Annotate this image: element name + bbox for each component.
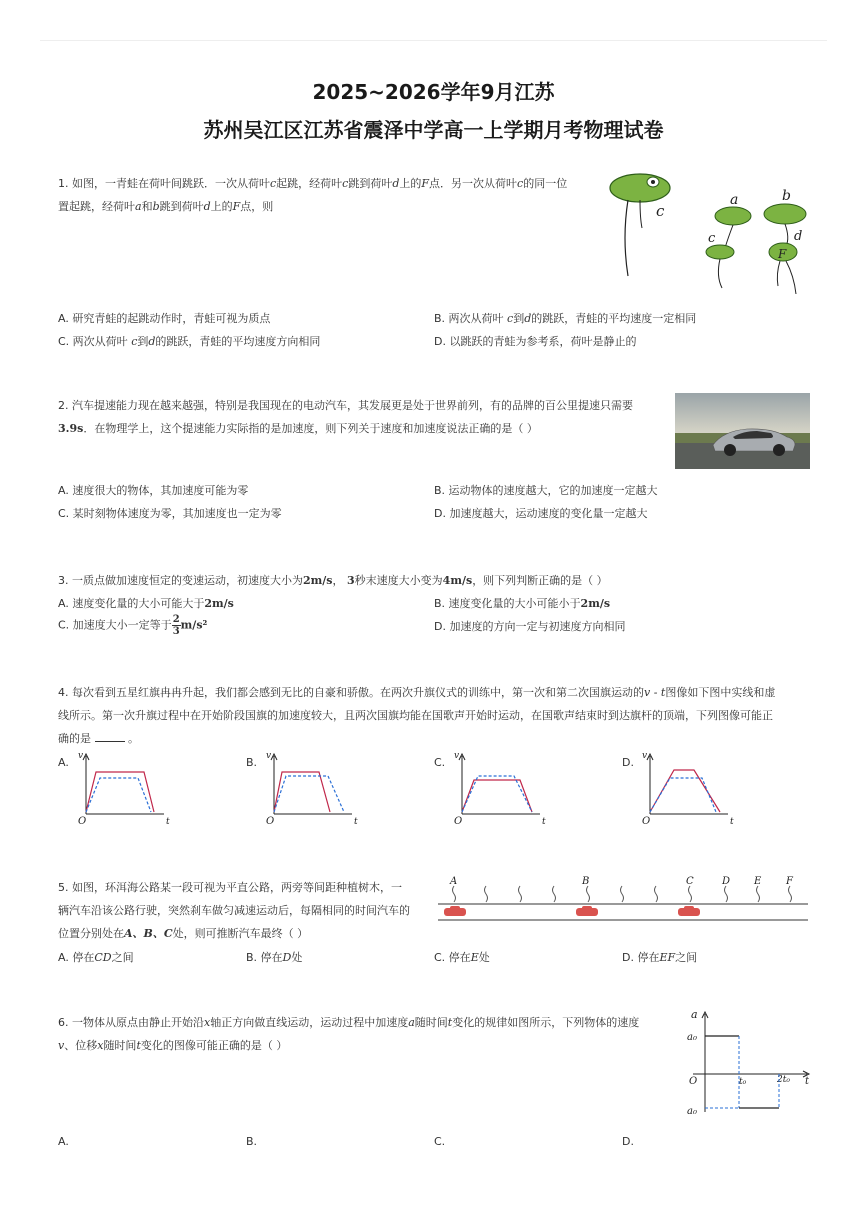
svg-text:v: v (454, 751, 460, 761)
page-title-line2: 苏州吴江区江苏省震泽中学高一上学期月考物理试卷 (203, 118, 664, 142)
svg-text:O: O (266, 816, 275, 827)
tick-2t0: 2t₀ (777, 1075, 790, 1085)
fig-label-c: c (708, 231, 716, 246)
electric-car-photo (675, 393, 810, 469)
frog-lily-pad-figure (600, 168, 820, 298)
q4-graph-d[interactable] (640, 748, 740, 830)
svg-text:t: t (354, 817, 358, 827)
svg-text:O: O (78, 816, 87, 827)
q5-option-b[interactable]: B. 停在D处 (246, 951, 303, 964)
svg-text:t: t (730, 817, 734, 827)
svg-text:t: t (166, 817, 170, 827)
fig-label-b: b (782, 188, 791, 204)
tree-label-d: D (722, 876, 731, 887)
q4-option-b-label[interactable]: B. (246, 756, 258, 769)
q6-option-c-label[interactable]: C. (434, 1135, 446, 1148)
answer-blank[interactable] (95, 731, 125, 742)
solid-line-first (462, 780, 532, 812)
q4-stem-line2: 线所示。第一次升旗过程中在开始阶段国旗的加速度较大，且两次国旗均能在国歌声开始时运动，在国歌声结束时到达旗杆的顶端，下列图像可能正 (58, 709, 773, 722)
dashed-line-second (86, 778, 151, 812)
q2-stem-line1: 2. 汽车提速能力现在越来越强，特别是我国现在的电动汽车，其发展更是处于世界前列，有的品牌的百公里提速只需要 (58, 399, 633, 412)
svg-text:v: v (78, 751, 84, 761)
svg-text:v: v (266, 751, 272, 761)
tick-t0: t₀ (739, 1077, 747, 1087)
q4-option-a-label[interactable]: A. (58, 756, 69, 769)
car-icon (444, 906, 466, 916)
tree-label-b: B (582, 876, 590, 887)
fig-label-d: d (794, 229, 803, 244)
svg-text:O: O (454, 816, 463, 827)
svg-text:t: t (542, 817, 546, 827)
q3-stem: 3. 一质点做加速度恒定的变速运动，初速度大小为2m/s， 3秒末速度大小变为4m/s，则下列判断正确的是（ ） (58, 574, 608, 587)
q6-option-b-label[interactable]: B. (246, 1135, 258, 1148)
dashed-line-second (462, 776, 532, 812)
q5-option-c[interactable]: C. 停在E处 (434, 951, 490, 964)
q1-option-c[interactable]: C. 两次从荷叶 c到d的跳跃，青蛙的平均速度方向相同 (58, 335, 321, 348)
svg-text:O: O (642, 816, 651, 827)
q1-stem-line1: 1. 如图，一青蛙在荷叶间跳跃．一次从荷叶c起跳，经荷叶c跳到荷叶d上的F点．另一次从荷叶c的同一位 (58, 177, 568, 190)
fig-label-F: F (778, 247, 787, 261)
lily-pad-b (764, 204, 806, 224)
svg-text:v: v (642, 751, 648, 761)
q6-stem-line2: v、位移x随时间t变化的图像可能正确的是（ ） (58, 1039, 288, 1052)
q1-option-b[interactable]: B. 两次从荷叶 c到d的跳跃，青蛙的平均速度一定相同 (434, 312, 697, 325)
q4-graph-b[interactable] (264, 748, 364, 830)
page-title-line1: 2025~2026学年9月江苏 (312, 80, 555, 104)
q6-stem (58, 1011, 673, 1057)
fig-label-c-top: c (656, 202, 665, 220)
q2-option-c[interactable]: C. 某时刻物体速度为零，其加速度也一定为零 (58, 507, 282, 520)
q4-graph-a[interactable] (76, 748, 176, 830)
q1-option-a[interactable]: A. 研究青蛙的起跳动作时，青蛙可视为质点 (58, 312, 271, 325)
top-divider (40, 40, 827, 41)
q1-stem-line2: 置起跳，经荷叶a和b跳到荷叶d上的F点，则 (58, 200, 274, 213)
q1-option-d[interactable]: D. 以跳跃的青蛙为参考系，荷叶是静止的 (434, 335, 637, 348)
solid-line-first (650, 770, 720, 812)
dashed-line-second (274, 776, 344, 812)
q6-stem-line1: 6. 一物体从原点由静止开始沿x轴正方向做直线运动，运动过程中加速度a随时间t变化的规律如图所示，下列物体的速度 (58, 1016, 640, 1029)
fig-label-a: a (730, 192, 739, 208)
q4-graph-c[interactable] (452, 748, 552, 830)
car-icon (576, 906, 598, 916)
tree-label-a: A (450, 876, 458, 887)
q6-option-d-label[interactable]: D. (622, 1135, 634, 1148)
q5-stem-line2: 辆汽车沿该公路行驶，突然刹车做匀减速运动后，每隔相同的时间汽车的 (58, 904, 410, 917)
q5-option-a[interactable]: A. 停在CD之间 (58, 951, 134, 964)
q4-option-c-label[interactable]: C. (434, 756, 446, 769)
q1-stem (58, 172, 608, 218)
q6-option-a-label[interactable]: A. (58, 1135, 69, 1148)
q2-stem-line2: 3.9s．在物理学上，这个提速能力实际指的是加速度，则下列关于速度和加速度说法正确的是（ ） (58, 422, 538, 435)
lily-pad-a (715, 207, 751, 225)
lily-pad-c (706, 245, 734, 259)
road-trees-figure (438, 872, 810, 924)
q6-acceleration-time-graph (683, 1008, 813, 1118)
q5-stem (58, 876, 428, 945)
q4-stem-line1: 4. 每次看到五星红旗冉冉升起，我们都会感到无比的自豪和骄傲。在两次升旗仪式的训练中，第一次和第二次国旗运动的v - t图像如下图中实线和虚 (58, 686, 776, 699)
tick-a0-bottom: a₀ (687, 1106, 697, 1117)
lily-pad-c-top (610, 174, 670, 202)
tree-label-f: F (786, 876, 793, 887)
tree-label-e: E (754, 876, 762, 887)
q3-option-d[interactable]: D. 加速度的方向一定与初速度方向相同 (434, 620, 626, 633)
q5-stem-line3: 位置分别处在A、B、C处，则可推断汽车最终（ ） (58, 927, 309, 940)
solid-line-first (274, 772, 330, 812)
q4-stem (58, 681, 808, 750)
q2-stem (58, 394, 663, 440)
q2-option-a[interactable]: A. 速度很大的物体，其加速度可能为零 (58, 484, 249, 497)
q2-option-b[interactable]: B. 运动物体的速度越大，它的加速度一定越大 (434, 484, 658, 497)
q2-option-d[interactable]: D. 加速度越大，运动速度的变化量一定越大 (434, 507, 648, 520)
q3-option-c[interactable]: C. 加速度大小一定等于 $\frac{2}{3}$ m/s² (58, 614, 208, 637)
car-icon (678, 906, 700, 916)
q5-option-d[interactable]: D. 停在EF之间 (622, 951, 698, 964)
q5-stem-line1: 5. 如图，环洱海公路某一段可视为平直公路，两旁等间距种植树木，一 (58, 881, 402, 894)
axis-label-a: a (691, 1008, 698, 1021)
origin-label: O (689, 1076, 698, 1087)
q4-stem-line3: 确的是 。 (58, 732, 139, 745)
q3-option-a[interactable]: A. 速度变化量的大小可能大于2m/s (58, 597, 234, 610)
tree-label-c: C (686, 876, 694, 887)
q4-option-d-label[interactable]: D. (622, 756, 634, 769)
tick-a0-top: a₀ (687, 1032, 697, 1043)
axis-label-t: t (805, 1076, 810, 1087)
q3-option-b[interactable]: B. 速度变化量的大小可能小于2m/s (434, 597, 611, 610)
fraction-two-thirds: $\frac{2}{3}$ (172, 614, 180, 637)
